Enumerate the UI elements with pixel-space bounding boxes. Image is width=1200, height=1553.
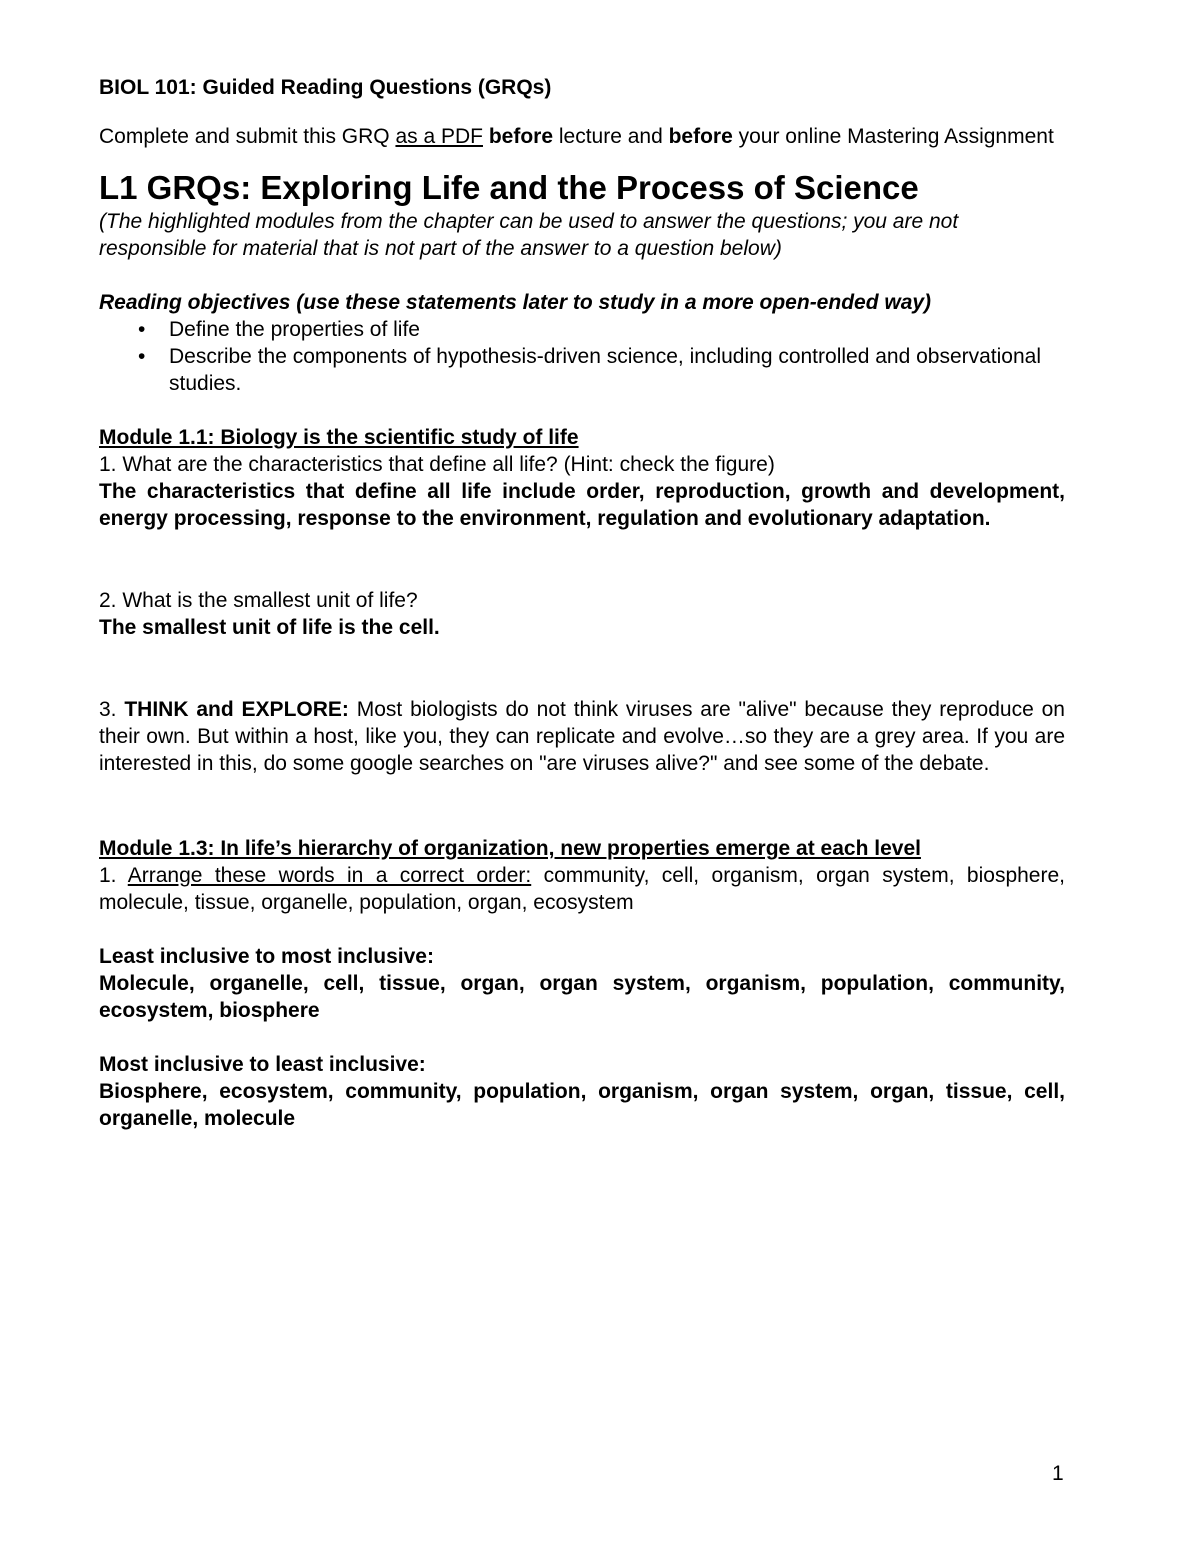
pdf-format-text: as a PDF bbox=[395, 125, 483, 148]
objective-item bbox=[99, 343, 1065, 397]
module-1-1-question-3 bbox=[99, 696, 1065, 777]
module-1-3-question-1 bbox=[99, 862, 1065, 916]
page-subtitle: (The highlighted modules from the chapter can be used to answer the questions; you are not responsible for material that is not part of the answer to a question below) bbox=[99, 210, 959, 260]
module-1-1-answer-2: The smallest unit of life is the cell. bbox=[99, 616, 440, 639]
most-to-least-label: Most inclusive to least inclusive: bbox=[99, 1053, 426, 1076]
question-3-number: 3. bbox=[99, 698, 125, 721]
most-to-least-answer: Biosphere, ecosystem, community, population, organism, organ system, organ, tissue, cell, organelle, molecule bbox=[99, 1080, 1065, 1130]
arrange-prompt: Arrange these words in a correct order: bbox=[127, 864, 532, 887]
objectives-list bbox=[99, 316, 1065, 397]
page-title: L1 GRQs: Exploring Life and the Process of Science bbox=[99, 169, 919, 206]
objective-text: Describe the components of hypothesis-driven science, including controlled and observational studies. bbox=[169, 345, 1042, 395]
module-1-1-question-1: 1. What are the characteristics that define all life? (Hint: check the figure) bbox=[99, 453, 775, 476]
instructions-part3: lecture and bbox=[553, 125, 669, 148]
objective-text: Define the properties of life bbox=[169, 318, 420, 341]
least-to-most-label: Least inclusive to most inclusive: bbox=[99, 945, 434, 968]
page-number: 1 bbox=[1052, 1462, 1064, 1485]
before-emphasis-1: before bbox=[488, 125, 554, 148]
objective-item bbox=[99, 316, 1065, 343]
objectives-heading: Reading objectives (use these statements later to study in a more open-ended way) bbox=[99, 291, 932, 314]
submission-instructions bbox=[99, 123, 1065, 150]
least-to-most-answer: Molecule, organelle, cell, tissue, organ, organ system, organism, population, community, ecosystem, biosphere bbox=[99, 972, 1065, 1022]
bullet-icon: • bbox=[138, 345, 146, 368]
bullet-icon: • bbox=[138, 318, 146, 341]
instructions-part1: Complete and submit this GRQ bbox=[99, 125, 396, 148]
instructions-part4: your online Mastering Assignment bbox=[732, 125, 1054, 148]
question-1-number: 1. bbox=[99, 864, 128, 887]
question-3-text: Most biologists do not think viruses are "alive" because they reproduce on their own. But within a host, like you, they can replicate and evolve…so they are a grey area. If you are interested in this, do some google searches on "are viruses alive?" and see some of the debate. bbox=[99, 698, 1065, 775]
module-1-1-question-2: 2. What is the smallest unit of life? bbox=[99, 589, 418, 612]
module-1-1-heading: Module 1.1: Biology is the scientific study of life bbox=[99, 426, 579, 449]
course-header: BIOL 101: Guided Reading Questions (GRQs) bbox=[99, 76, 552, 99]
arrange-words: community, cell, organism, organ system, biosphere, molecule, tissue, organelle, population, organ, ecosystem bbox=[99, 864, 1065, 914]
before-emphasis-2: before bbox=[668, 125, 733, 148]
think-explore-label: THINK and EXPLORE: bbox=[124, 698, 349, 721]
document-page bbox=[99, 74, 1065, 1132]
module-1-3-heading: Module 1.3: In life’s hierarchy of organization, new properties emerge at each level bbox=[99, 837, 921, 860]
module-1-1-answer-1: The characteristics that define all life include order, reproduction, growth and development, energy processing, response to the environment, regulation and evolutionary adaptation. bbox=[99, 480, 1065, 530]
